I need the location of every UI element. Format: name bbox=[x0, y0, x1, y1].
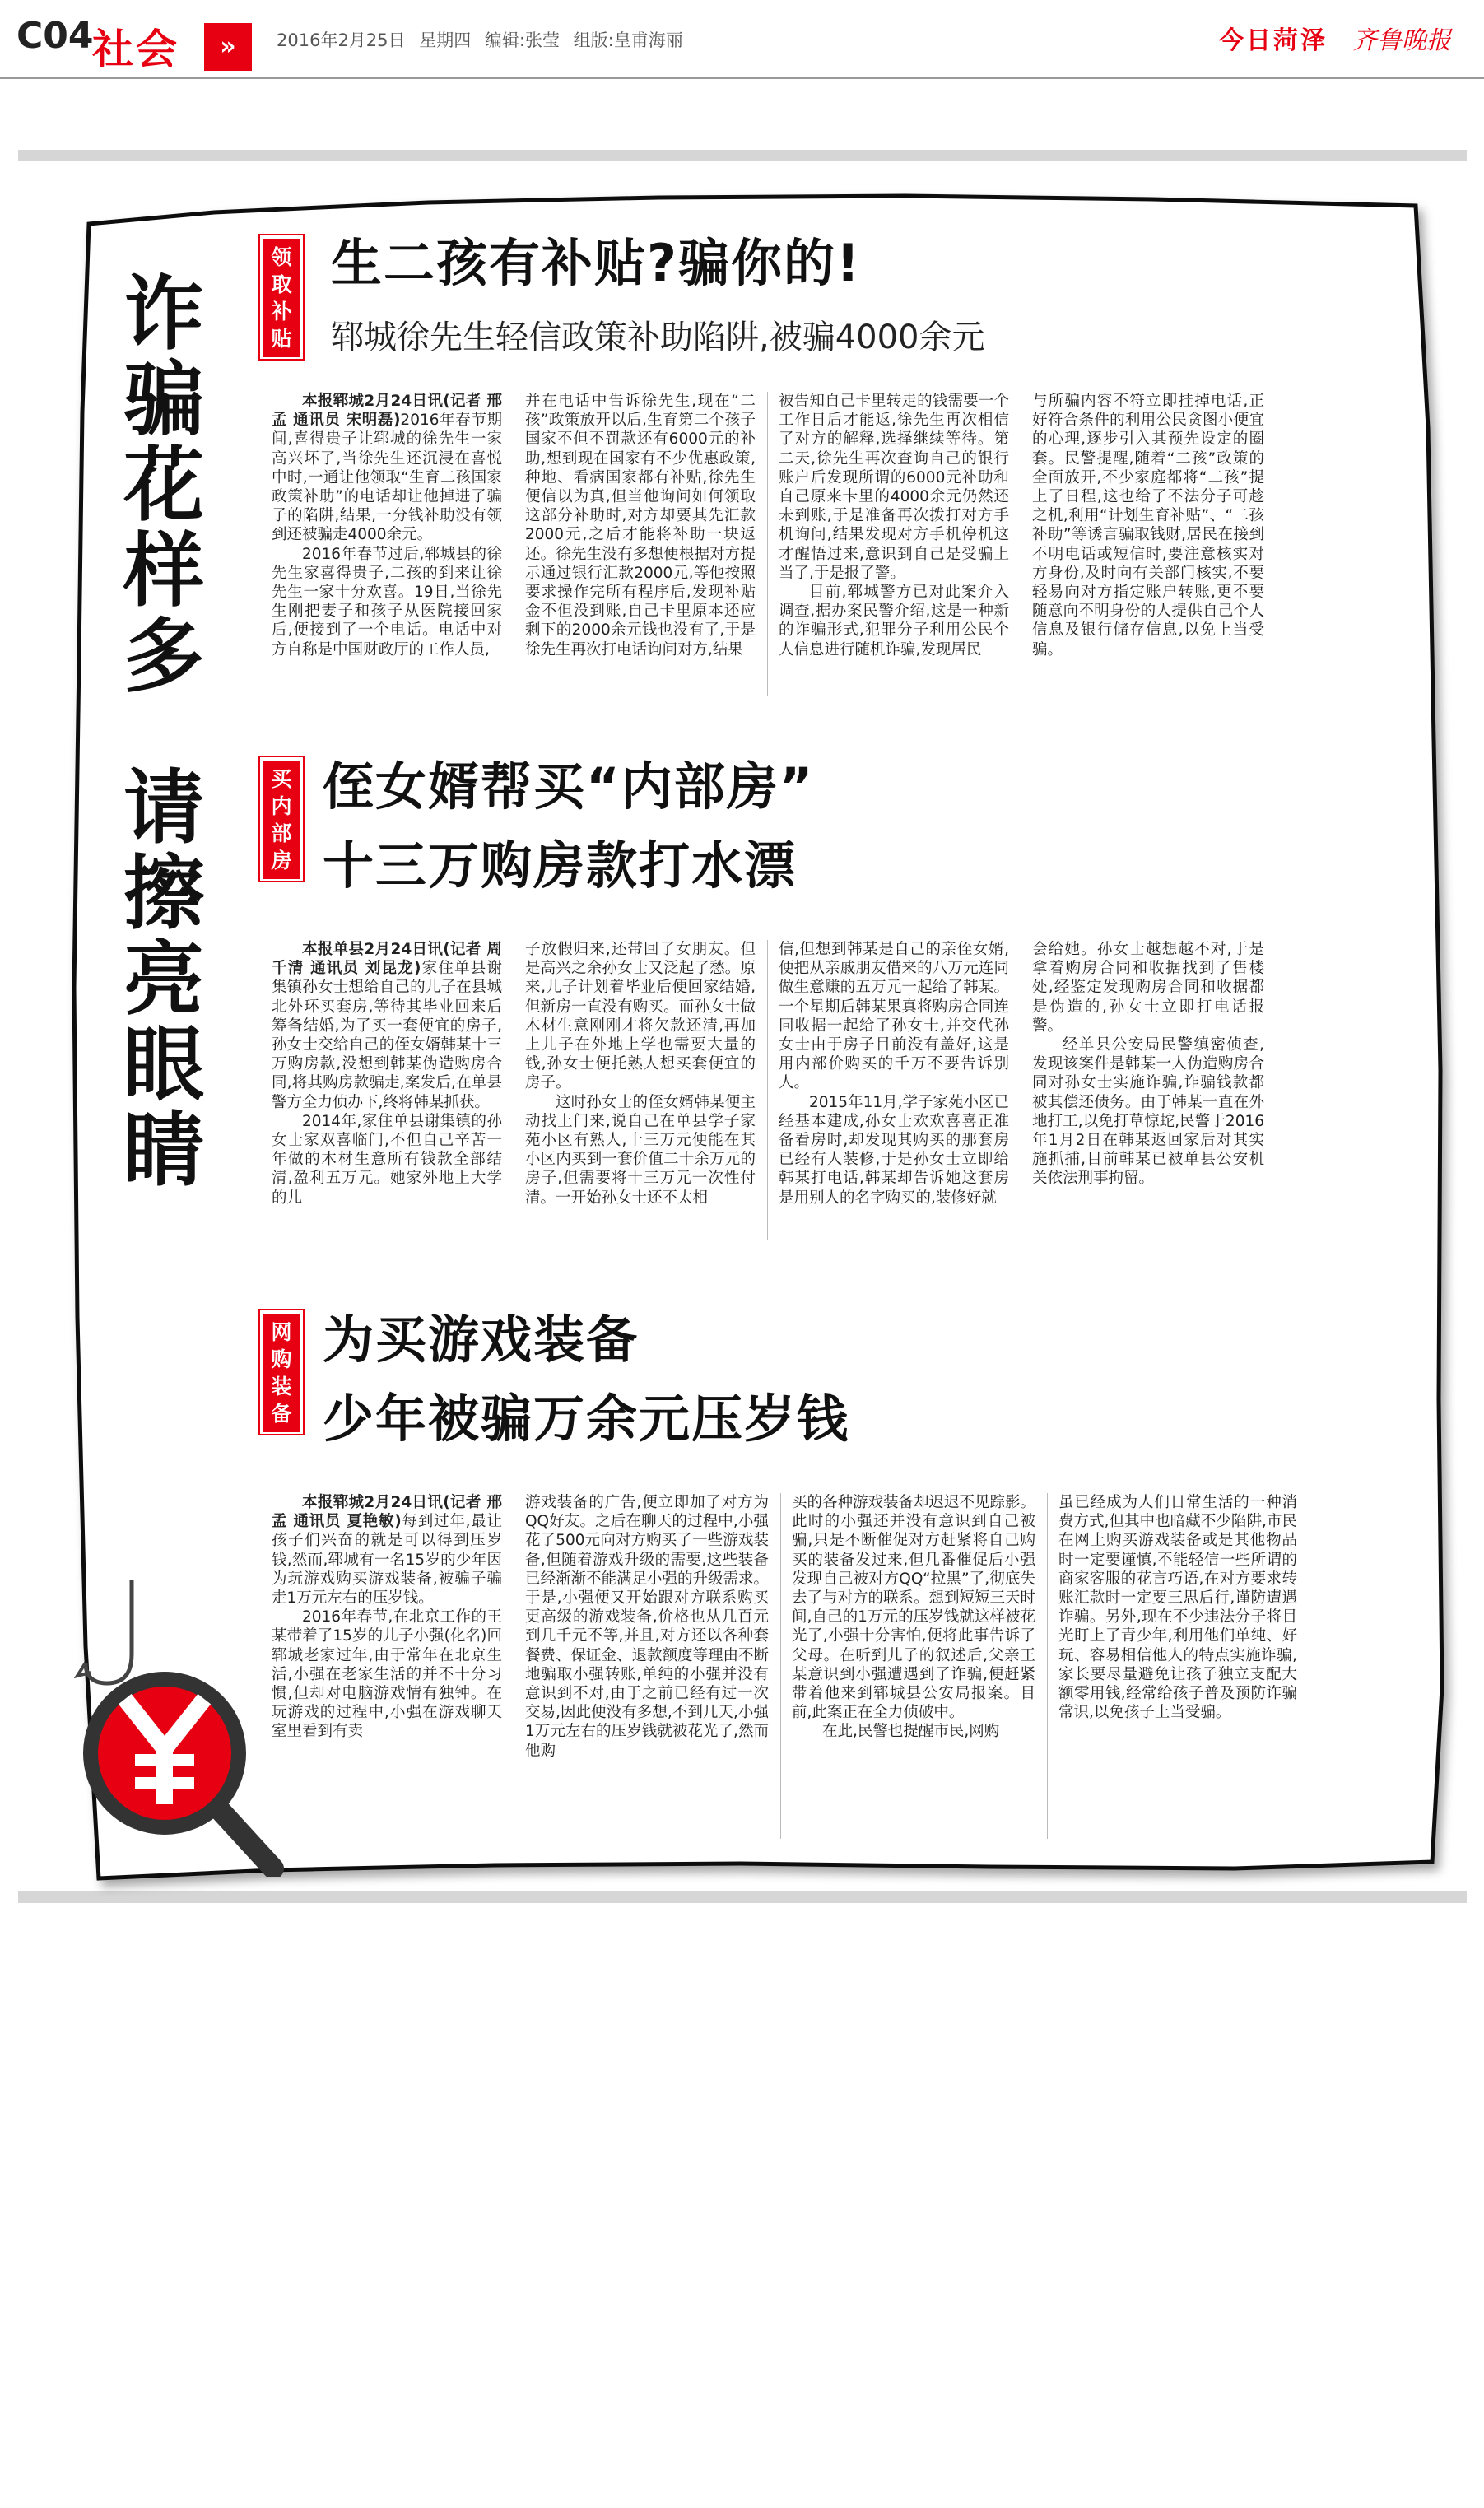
page-number: C04 bbox=[16, 15, 94, 57]
brand-logo: 齐鲁晚报 bbox=[1352, 26, 1451, 55]
article2-headline-line2: 十三万购房款打水漂 bbox=[323, 835, 798, 896]
issue-weekday: 星期四 bbox=[419, 30, 472, 50]
article2-tag: 买内部房 bbox=[263, 761, 300, 879]
article3-dateline: 本报郓城2月24日讯(记者 邢孟 通讯员 夏艳敏) bbox=[272, 1494, 502, 1531]
article1-tag: 领取补贴 bbox=[263, 239, 300, 357]
main-title-line2: 请擦亮眼睛 bbox=[123, 761, 205, 1198]
article3-headline-line2: 少年被骗万余元压岁钱 bbox=[323, 1389, 850, 1449]
article2-column-3: 信,但想到韩某是自己的亲侄女婿,便把从亲戚朋友借来的八万元连同做生意赚的五万元一起给了韩某。一个星期后韩某果真将购房合同连同收据一起给了孙女士,并交代孙女士由于房子目前没有盖好,这是用内部价购买的千万不要告诉别人。 2015年11月,学子家苑小区已经基本建成,孙女士欢欢喜喜正准备看房时,却发现其购买的那套房已经有人装修,于是孙女士立即给韩某打电话,韩某却告诉她这套房是用别人的名字购买的,装修好就 bbox=[779, 941, 1009, 1207]
article1-column-4: 与所骗内容不符立即挂掉电话,正好符合条件的利用公民贪图小便宜的心理,逐步引入其预先设定的圈套。民警提醒,随着“二孩”政策的全面放开,不少家庭都将“二孩”提上了日程,这也给了不法分子可趁之机,利用“计划生育补贴”、“二孩补助”等诱言骗取钱财,居民在接到不明电话或短信时,要注意核实对方身份,及时向有关部门核实,不要轻易向对方指定账户转账,更不要随意向不明身份的人提供自己个人信息及银行储存信息,以免上当受骗。 bbox=[1032, 393, 1264, 658]
brand-name: 今日菏泽 bbox=[1219, 26, 1328, 55]
article1-headline: 生二孩有补贴?骗你的! bbox=[331, 233, 862, 293]
article2-column-1: 本报单县2月24日讯(记者 周千清 通讯员 刘昆龙)家住单县谢集镇孙女士想给自己的儿子在县城北外环买套房,等待其毕业回来后筹备结婚,为了买一套便宜的房子,孙女士交给自己的侄女婿韩某十三万购房款,没想到韩某伪造购房合同,将其购房款骗走,案发后,在单县警方全力侦办下,终将韩某抓获。 2014年,家住单县谢集镇的孙女士家双喜临门,不但自己辛苦一年做的木材生意所有钱款全部结清,盈利五万元。她家外地上大学的儿 bbox=[272, 941, 502, 1207]
article3-column-2: 游戏装备的广告,便立即加了对方为QQ好友。之后在聊天的过程中,小强花了500元向对方购买了一些游戏装备,但随着游戏升级的需要,这些装备已经渐渐不能满足小强的升级需求。于是,小强便又开始跟对方联系购买更高级的游戏装备,价格也从几百元到几千元不等,并且,对方还以各种套餐费、保证金、退款额度等理由不断地骗取小强转账,单纯的小强并没有意识到不对,由于之前已经有过一次交易,因此便没有多想,不到几天,小强1万元左右的压岁钱就被花光了,然而他购 bbox=[525, 1494, 769, 1760]
article1-column-2: 并在电话中告诉徐先生,现在“二孩”政策放开以后,生育第二个孩子国家不但不罚款还有6000元的补助,想到现在国家有不少优惠政策,种地、看病国家都有补贴,徐先生便信以为真,但当他询问如何领取这部分补助时,对方却要其先汇款2000元,之后才能将补助一块返还。徐先生没有多想便根据对方提示通过银行汇款2000元,等他按照要求操作完所有程序后,发现补贴金不但没到账,自己卡里原本还应剩下的2000余元钱也没有了,于是徐先生再次打电话询问对方,结果 bbox=[525, 393, 756, 658]
article3-column-4: 虽已经成为人们日常生活的一种消费方式,但其中也暗藏不少陷阱,市民在网上购买游戏装备或是其他物品时一定要谨慎,不能轻信一些所谓的商家客服的花言巧语,在对方要求转账汇款时一定要三思后行,谨防遭遇诈骗。另外,现在不少违法分子将目光盯上了青少年,利用他们单纯、好玩、容易相信他人的特点实施诈骗,家长要尽量避免让孩子独立支配大额零用钱,经常给孩子普及预防诈骗常识,以免孩子上当受骗。 bbox=[1058, 1494, 1297, 1722]
article1-column-3: 被告知自己卡里转走的钱需要一个工作日后才能返,徐先生再次相信了对方的解释,选择继续等待。第二天,徐先生再次查询自己的银行账户后发现所谓的6000元补助和自己原来卡里的4000余元仍然还未到账,于是准备再次拨打对方手机询问,结果发现对方手机停机这才醒悟过来,意识到自己是受骗上当了,于是报了警。 目前,郓城警方已对此案介入调查,据办案民警介绍,这是一种新的诈骗形式,犯罪分子利用公民个人信息进行随机诈骗,发现居民 bbox=[779, 393, 1009, 658]
issue-date: 2016年2月25日 bbox=[277, 30, 406, 50]
section-arrow-icon: » bbox=[204, 23, 252, 71]
article3-column-1: 本报郓城2月24日讯(记者 邢孟 通讯员 夏艳敏)每到过年,最让孩子们兴奋的就是可以得到压岁钱,然而,郓城有一名15岁的少年因为玩游戏购买游戏装备,被骗子骗走1万元左右的压岁钱。 2016年春节,在北京工作的王某带着了15岁的儿子小强(化名)回郓城老家过年,由于常年在北京生活,小强在老家生活的并不十分习惯,但却对电脑游戏情有独钟。在玩游戏的过程中,小强在游戏聊天室里看到有卖 bbox=[272, 1494, 502, 1741]
article1-dateline: 本报郓城2月24日讯(记者 邢孟 通讯员 宋明磊) bbox=[272, 393, 502, 430]
layout-credit: 组版:皇甫海丽 bbox=[573, 30, 683, 50]
article2-column-4: 会给她。孙女士越想越不对,于是拿着购房合同和收据找到了售楼处,经鉴定发现购房合同和收据都是伪造的,孙女士立即打电话报警。 经单县公安局民警缜密侦查,发现该案件是韩某一人伪造购房合同对孙女士实施诈骗,诈骗钱款都被其偿还债务。由于韩某一直在外地打工,以免打草惊蛇,民警于2016年1月2日在韩某返回家后对其实施抓捕,目前韩某已被单县公安机关依法刑事拘留。 bbox=[1032, 941, 1264, 1188]
editor-credit: 编辑:张莹 bbox=[484, 30, 560, 50]
section-logo: 社会 bbox=[92, 26, 179, 73]
article1-column-1: 本报郓城2月24日讯(记者 邢孟 通讯员 宋明磊)2016年春节期间,喜得贵子让郓城的徐先生一家高兴坏了,当徐先生还沉浸在喜悦中时,一通让他领取“生育二孩国家政策补助”的电话却让他掉进了骗子的陷阱,结果,一分钱补助没有领到还被骗走4000余元。 2016年春节过后,郓城县的徐先生家喜得贵子,二孩的到来让徐先生一家十分欢喜。19日,当徐先生刚把妻子和孩子从医院接回家后,便接到了一个电话。电话中对方自称是中国财政厅的工作人员, bbox=[272, 393, 502, 658]
article3-headline-line1: 为买游戏装备 bbox=[323, 1310, 640, 1370]
article2-headline-line1: 侄女婿帮买“内部房” bbox=[323, 756, 815, 817]
article2-column-2: 子放假归来,还带回了女朋友。但是高兴之余孙女士又泛起了愁。原来,儿子计划着毕业后便回家结婚,但新房一直没有购买。而孙女士做木材生意刚刚才将欠款还清,再加上儿子在外地上学也需要大量的钱,孙女士便托熟人想买套便宜的房子。 这时孙女士的侄女婿韩某便主动找上门来,说自己在单县学子家苑小区有熟人,十三万元便能在其小区内买到一套价值二十余万元的房子,但需要将十三万元一次性付清。一开始孙女士还不太相 bbox=[525, 941, 756, 1207]
main-title-line1: 诈骗花样多 bbox=[123, 267, 205, 704]
article3-tag: 网购装备 bbox=[263, 1314, 300, 1432]
article3-column-3: 买的各种游戏装备却迟迟不见踪影。此时的小强还并没有意识到自己被骗,只是不断催促对方赶紧将自己购买的装备发过来,但几番催促后小强发现自己被对方QQ“拉黑”了,彻底失去了与对方的联系。想到短短三天时间,自己的1万元的压岁钱就这样被花光了,小强十分害怕,便将此事告诉了父母。在听到儿子的叙述后,父亲王某意识到小强遭遇到了诈骗,便赶紧带着他来到郓城县公安局报案。目前,此案正在全力侦破中。 在此,民警也提醒市民,网购 bbox=[792, 1494, 1035, 1741]
article1-subhead: 郓城徐先生轻信政策补助陷阱,被骗4000余元 bbox=[331, 319, 985, 356]
yen-hook-magnifier-icon bbox=[49, 1580, 296, 1877]
article2-dateline: 本报单县2月24日讯(记者 周千清 通讯员 刘昆龙) bbox=[272, 941, 502, 978]
